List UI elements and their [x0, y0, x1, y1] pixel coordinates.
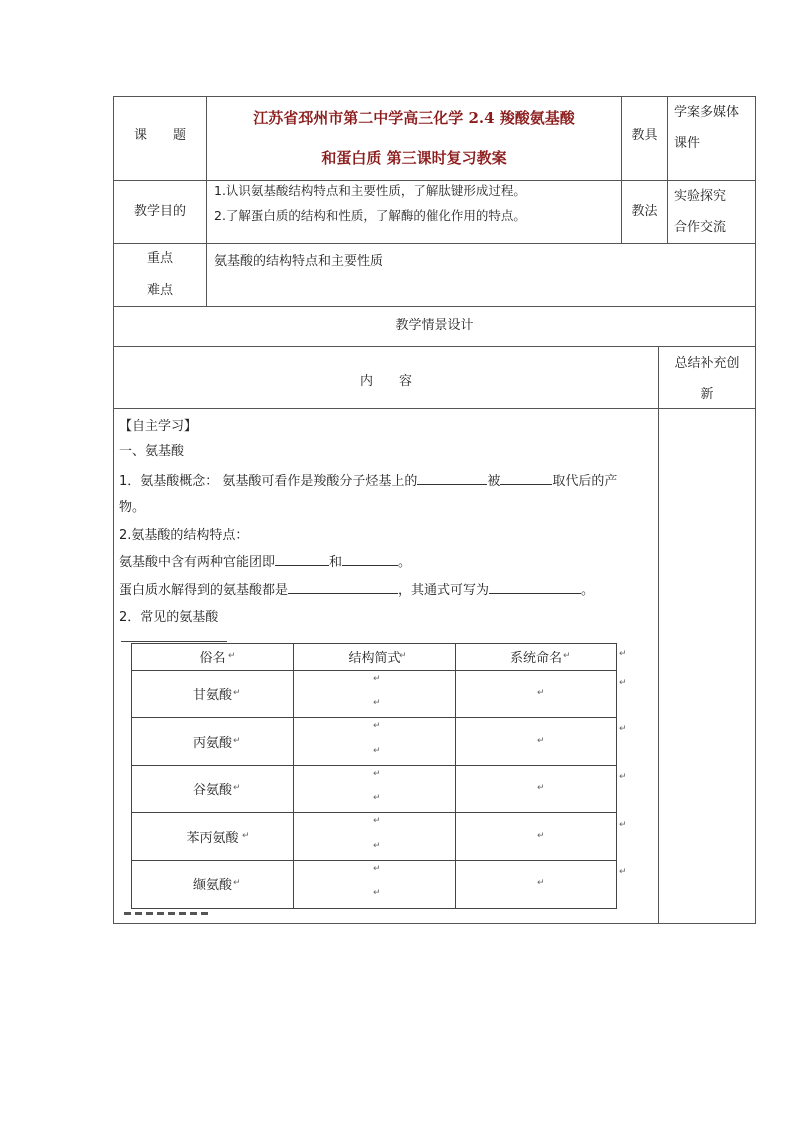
paragraph-mark-icon: ↵ — [619, 772, 627, 782]
question-3-text-c: 。 — [581, 583, 595, 598]
underline-mark — [121, 641, 227, 642]
paragraph-mark-icon: ↵ — [619, 820, 627, 830]
fill-blank[interactable] — [500, 472, 552, 485]
section-title: 【自主学习】 — [119, 419, 198, 434]
amino-table-divider — [131, 670, 617, 671]
amino-row-name: 缬氨酸 — [192, 878, 232, 893]
question-1 — [119, 470, 617, 489]
question-4-title: 2．常见的氨基酸 — [119, 610, 219, 625]
paragraph-mark-icon: ↵ — [373, 888, 381, 898]
amino-table-divider — [131, 717, 617, 718]
amino-table-col-divider — [293, 643, 294, 909]
design-header: 教学情景设计 — [395, 318, 474, 333]
fill-blank[interactable] — [275, 553, 329, 566]
row-divider — [113, 346, 756, 347]
question-2-text-c: 。 — [398, 555, 412, 570]
amino-table-divider — [131, 812, 617, 813]
paragraph-mark-icon: ↵ — [233, 688, 241, 698]
key-points-label: 重点 — [146, 251, 173, 266]
method-label: 教法 — [631, 204, 658, 219]
tools-value: 学案多媒体 — [674, 105, 740, 120]
amino-row-name: 苯丙氨酸 — [186, 831, 239, 846]
paragraph-mark-icon: ↵ — [242, 831, 250, 841]
paragraph-mark-icon: ↵ — [537, 736, 545, 746]
amino-header-structure: 结构简式 — [348, 651, 401, 666]
paragraph-mark-icon: ↵ — [619, 649, 627, 659]
paragraph-mark-icon: ↵ — [537, 831, 545, 841]
page-title-line2: 和蛋白质 第三课时复习教案 — [321, 149, 507, 167]
amino-table-border-right — [616, 643, 617, 909]
paragraph-mark-icon: ↵ — [233, 783, 241, 793]
col-divider — [658, 346, 659, 924]
paragraph-mark-icon: ↵ — [373, 864, 381, 874]
summary-header-line2: 新 — [700, 387, 714, 402]
question-2 — [119, 551, 411, 570]
paragraph-mark-icon: ↵ — [373, 816, 381, 826]
paragraph-mark-icon: ↵ — [619, 867, 627, 877]
method-value-line2: 合作交流 — [674, 220, 727, 235]
topic-label: 课 题 — [133, 128, 186, 143]
paragraph-mark-icon: ↵ — [537, 878, 545, 888]
fill-blank[interactable] — [489, 581, 581, 594]
paragraph-mark-icon: ↵ — [563, 651, 571, 661]
paragraph-mark-icon: ↵ — [233, 736, 241, 746]
paragraph-mark-icon: ↵ — [537, 688, 545, 698]
page-title: 江苏省邳州市第二中学高三化学 2.4 羧酸氨基酸 — [253, 109, 575, 127]
amino-table-divider — [131, 765, 617, 766]
question-2-text-b: 和 — [329, 555, 343, 570]
table-border-bottom — [113, 923, 756, 924]
row-divider — [113, 306, 756, 307]
method-value: 实验探究 — [674, 189, 727, 204]
tools-label: 教具 — [631, 128, 658, 143]
content-header: 内 容 — [359, 374, 412, 389]
question-3 — [119, 579, 594, 598]
paragraph-mark-icon: ↵ — [373, 841, 381, 851]
amino-table-col-divider — [455, 643, 456, 909]
fill-blank[interactable] — [417, 472, 487, 485]
paragraph-mark-icon: ↵ — [373, 674, 381, 684]
amino-table-border-left — [131, 643, 132, 909]
question-2-text: 氨基酸中含有两种官能团即 — [119, 555, 276, 570]
paragraph-mark-icon: ↵ — [373, 793, 381, 803]
paragraph-mark-icon: ↵ — [373, 746, 381, 756]
question-1-text: 1．氨基酸概念： 氨基酸可看作是羧酸分子烃基上的 — [119, 474, 418, 489]
question-1-continued: 物。 — [119, 500, 146, 515]
fill-blank[interactable] — [288, 581, 398, 594]
amino-table-divider — [131, 860, 617, 861]
paragraph-mark-icon: ↵ — [399, 651, 407, 661]
amino-header-common-name: 俗名 — [199, 651, 226, 666]
paragraph-mark-icon: ↵ — [228, 651, 236, 661]
question-3-text: 蛋白质水解得到的氨基酸都是 — [119, 583, 289, 598]
paragraph-mark-icon: ↵ — [373, 721, 381, 731]
goal-item-2: 2.了解蛋白质的结构和性质，了解酶的催化作用的特点。 — [214, 208, 526, 223]
amino-row-name: 谷氨酸 — [192, 783, 232, 798]
amino-table-border-top — [131, 643, 617, 644]
key-points-value: 氨基酸的结构特点和主要性质 — [214, 254, 384, 269]
paragraph-mark-icon: ↵ — [233, 878, 241, 888]
paragraph-mark-icon: ↵ — [373, 769, 381, 779]
amino-row-name: 甘氨酸 — [192, 688, 232, 703]
question-1-text-b: 被 — [487, 474, 501, 489]
goal-item-1: 1.认识氨基酸结构特点和主要性质，了解肽键形成过程。 — [214, 183, 526, 198]
tools-value-line2: 课件 — [674, 136, 701, 151]
question-2-title: 2.氨基酸的结构特点： — [119, 528, 249, 543]
amino-row-name: 丙氨酸 — [192, 736, 232, 751]
paragraph-mark-icon: ↵ — [537, 783, 545, 793]
row-divider — [113, 243, 756, 244]
goals-label: 教学目的 — [133, 204, 186, 219]
paragraph-mark-icon: ↵ — [373, 698, 381, 708]
difficult-points-label: 难点 — [146, 283, 173, 298]
summary-header: 总结补充创 — [674, 356, 740, 371]
col-divider — [667, 96, 668, 244]
part-heading: 一、氨基酸 — [119, 444, 185, 459]
table-border-top — [113, 96, 756, 97]
fill-blank[interactable] — [342, 553, 398, 566]
paragraph-mark-icon: ↵ — [619, 724, 627, 734]
question-1-text-c: 取代后的产 — [552, 474, 618, 489]
question-3-text-b: ，其通式可写为 — [398, 583, 490, 598]
clipped-text-fragment — [124, 909, 208, 915]
amino-header-system-name: 系统命名 — [509, 651, 562, 666]
paragraph-mark-icon: ↵ — [619, 678, 627, 688]
